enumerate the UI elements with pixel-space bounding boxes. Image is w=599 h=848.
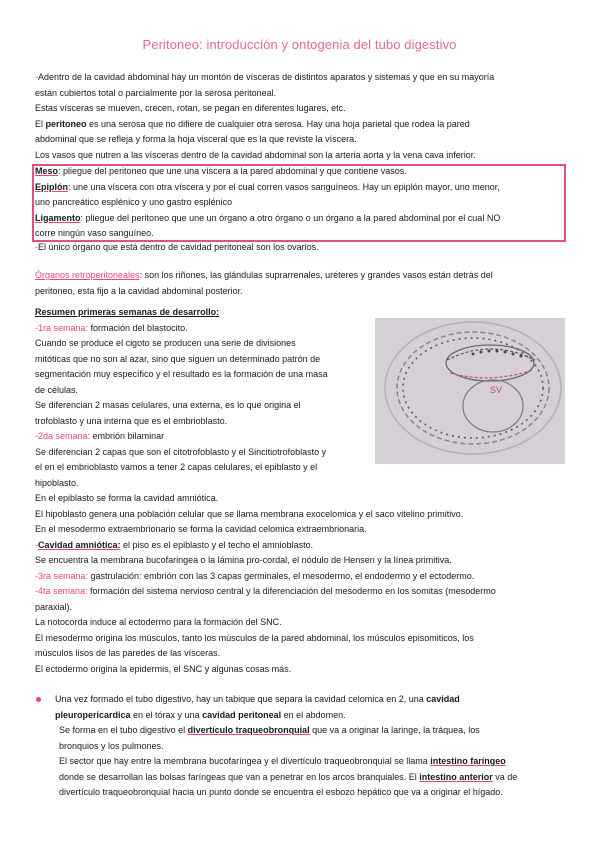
text: Cuando se produce el cigoto se producen una serie de divisiones	[35, 338, 296, 348]
text-line	[35, 476, 365, 492]
retro-line	[35, 268, 565, 284]
text-line	[35, 398, 365, 414]
term-epiplon: Epiplón	[35, 181, 68, 192]
text: en el abdomen.	[281, 709, 346, 720]
text-line	[35, 352, 365, 368]
retro-section	[35, 268, 565, 299]
text: segmentación muy específico y el resultado es la formación de una masa	[35, 369, 328, 379]
text: peritoneo, esta fijo a la cavidad abdominal posterior.	[35, 285, 243, 296]
text-line	[35, 538, 565, 554]
text: Se diferencian 2 masas celulares, una externa, es lo que origina el	[35, 400, 301, 410]
text-line	[35, 460, 365, 476]
intro-line	[35, 101, 565, 117]
text: va de	[492, 771, 518, 782]
retro-line	[35, 284, 565, 300]
text-line	[35, 507, 565, 523]
text: : une una víscera con otra víscera y por el cual corren vasos sanguíneos. Hay un epiplón mayor, uno menor,	[68, 181, 500, 192]
text: formación del blastocito.	[88, 322, 188, 333]
text: donde se desarrollan las bolsas faríngeas que van a penetrar en los arcos branquiales. El	[59, 771, 420, 782]
intro-line	[35, 70, 565, 86]
bullet-section	[55, 692, 567, 801]
text-line	[55, 739, 567, 755]
text-line	[35, 429, 365, 445]
text: corre ningún vaso sanguíneo.	[35, 228, 154, 238]
text-line	[35, 646, 565, 662]
text-line	[35, 662, 565, 678]
intro-line	[35, 148, 565, 164]
text: músculos lisos de las paredes de las vísceras.	[35, 648, 221, 658]
def-meso	[35, 164, 565, 180]
text-line	[35, 491, 565, 507]
text: formación del sistema nervioso central y la diferenciación del mesodermo en los somitas (mesodermo	[87, 586, 496, 596]
text-line	[35, 553, 565, 569]
dash: -	[35, 539, 38, 550]
resumen-section	[35, 305, 565, 677]
week-4-label: -4ta semana:	[35, 586, 88, 596]
text-line	[55, 723, 567, 739]
text: mitóticas que no son al azar, sino que siguen un determinado patrón de	[35, 353, 321, 364]
text: de células.	[35, 384, 79, 395]
text-line	[35, 445, 365, 461]
text: En el epiblasto se forma la cavidad amniótica.	[35, 493, 219, 503]
week-2-label: -2da semana:	[35, 431, 91, 441]
text: embrión bilaminar	[90, 431, 165, 441]
def-epiplon-cont	[35, 195, 565, 211]
term: pleuropericardica	[55, 709, 131, 720]
text: El único órgano que está dentro de cavidad peritoneal son los ovarios.	[38, 242, 319, 252]
term: cavidad	[426, 694, 460, 704]
text-line	[35, 522, 565, 538]
ovarios-line	[35, 240, 565, 256]
text-line	[55, 785, 567, 801]
text: Se forma en el tubo digestivo el	[59, 725, 188, 735]
text-line	[55, 754, 567, 770]
heading: Resumen primeras semanas de desarrollo:	[35, 307, 220, 317]
resumen-heading	[35, 305, 565, 321]
term-cavidad-amniotica: Cavidad amniótica:	[38, 539, 121, 550]
text-line	[35, 240, 565, 256]
text: La notocorda induce al ectodermo para la formación del SNC.	[35, 617, 282, 627]
term-ligamento: Ligamento	[35, 212, 81, 223]
text: En el mesodermo extraembrionario se forma la cavidad celomica extraembrionaria.	[35, 524, 367, 534]
text-line	[35, 383, 365, 399]
text: paraxial).	[35, 601, 73, 612]
text: uno pancreático esplénico y uno gastro esplénico	[35, 197, 233, 207]
text: El ectodermo origina la epidermis, el SNC y algunas cosas más.	[35, 663, 292, 674]
text: el piso es el epiblasto y el techo el amnioblasto.	[120, 539, 314, 550]
text-line	[35, 367, 365, 383]
text-line	[55, 692, 567, 708]
text: Adentro de la cavidad abdominal hay un montón de vísceras de distintos aparatos y sistemas y que en su mayoría	[38, 72, 495, 82]
sketch-label-sv: SV	[490, 385, 503, 395]
intro-section	[35, 70, 565, 163]
text: : pliegue del peritoneo que une un órgano a otro órgano o un órgano a la pared abdominal por el cual NO	[80, 212, 501, 223]
text-line	[35, 584, 565, 600]
text: : son los riñones, las glándulas suprarrenales, uréteres y grandes vasos están detrás del	[139, 270, 493, 280]
def-epiplon	[35, 180, 565, 196]
text: en el tórax y una	[130, 709, 203, 720]
text: El sector que hay entre la membrana bucofaríngea y el divertículo traqueobronquial se llama	[59, 756, 431, 766]
text: están cubiertos total o parcialmente por la serosa peritoneal.	[35, 87, 277, 98]
text: trofoblasto y una interna que es el embrioblasto.	[35, 415, 228, 426]
text-line	[35, 615, 565, 631]
text-line	[35, 321, 365, 337]
term: intestino anterior	[419, 771, 493, 782]
text: Se encuentra la membrana bucofaringea o la lámina pro-cordal, el nódulo de Hensen y la línea primitiva.	[35, 555, 452, 565]
text: que va a originar la laringe, la tráquea, los	[309, 725, 480, 735]
term-meso: Meso	[35, 166, 59, 176]
text: divertículo traqueobronquial hacia un punto donde se encuentra el esbozo hepático que va a originar el hígado.	[59, 787, 503, 797]
text: bronquios y los pulmones.	[59, 740, 164, 751]
text: el en el embrioblasto vamos a tener 2 capas celulares, el epiblasto y el	[35, 462, 318, 472]
dash: -	[35, 242, 38, 252]
text-line	[55, 708, 567, 724]
term: divertículo traqueobronquial	[187, 725, 310, 735]
text: hipoblasto.	[35, 477, 79, 488]
page-title: Peritoneo: introducción y ontogenia del tubo digestivo	[142, 37, 457, 52]
term-peritoneo: peritoneo	[45, 118, 87, 129]
text: El mesodermo origina los músculos, tanto los músculos de la pared abdominal, los músculos episomiticos, los	[35, 632, 474, 643]
text-line	[35, 414, 365, 430]
text-line	[35, 631, 565, 647]
text-line	[35, 600, 565, 616]
text: Estas vísceras se mueven, crecen, rotan, se pegan en diferentes lugares, etc.	[35, 103, 346, 113]
text: abdominal que se refleja y forma la hoja visceral que es la que reviste la víscera.	[35, 134, 357, 144]
resumen-left-column	[35, 321, 365, 492]
week-3-label: -3ra semana:	[35, 570, 89, 581]
text-line	[55, 770, 567, 786]
text: El hipoblasto genera una población celular que se llama membrana exocelomica y el saco vitelino primitivo.	[35, 508, 464, 519]
week-1-label: -1ra semana:	[35, 322, 89, 333]
intro-line	[35, 117, 565, 133]
bullet-dot-icon	[36, 697, 41, 702]
intro-line	[35, 132, 565, 148]
text: es una serosa que no difiere de cualquier otra serosa. Hay una hoja parietal que rodea la pared	[86, 118, 470, 129]
dash: -	[35, 72, 38, 82]
text: Los vasos que nutren a las vísceras dentro de la cavidad abdominal son la arteria aorta y la vena cava inferior.	[35, 149, 476, 160]
def-ligamento	[35, 211, 565, 227]
term-retroperitoneales: Órganos retroperitoneales	[35, 270, 140, 280]
term: intestino faríngeo	[430, 756, 506, 766]
text: Una vez formado el tubo digestivo, hay un tabique que separa la cavidad celomica en 2, una	[55, 694, 427, 704]
text: Se diferencian 2 capas que son el citotrofoblasto y el Sincitiotrofoblasto y	[35, 446, 327, 457]
intro-line	[35, 86, 565, 102]
text-line	[35, 336, 365, 352]
definitions-text	[35, 164, 565, 242]
text: gastrulación: embrión con las 3 capas germinales, el mesodermo, el endodermo y el ectodermo.	[88, 570, 475, 581]
text-line	[35, 569, 565, 585]
term: cavidad peritoneal	[202, 709, 282, 720]
text: El	[35, 118, 46, 129]
text: : pliegue del peritoneo que une una víscera a la pared abdominal y que contiene vasos.	[58, 166, 407, 176]
